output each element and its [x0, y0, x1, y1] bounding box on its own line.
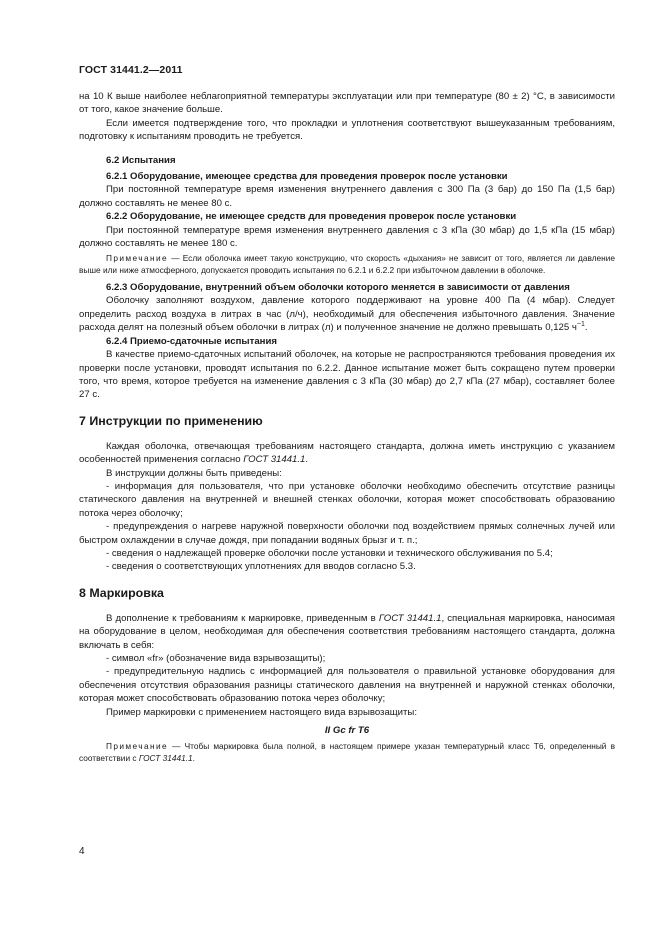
- subsection-6-2-3-title: 6.2.3 Оборудование, внутренний объем оболочки которого меняется в зависимости от давления: [106, 282, 570, 294]
- text-run: В дополнение к требованиям к маркировке, приведенным в: [106, 612, 379, 624]
- note-breathing: [79, 253, 615, 277]
- section-7-paragraph-2: В инструкции должны быть приведены:: [106, 467, 282, 479]
- paragraph-continuation: на 10 К выше наиболее неблагоприятной температуры эксплуатации или при температуре (80 ± 2) °С, в зависимости от того, какое значение больше.: [79, 91, 615, 116]
- standard-reference: ГОСТ 31441.1: [243, 454, 306, 466]
- note-label: Примечание: [106, 253, 169, 264]
- list-item: - сведения о соответствующих уплотнениях для вводов согласно 5.3.: [106, 561, 416, 573]
- section-8-paragraph-1: [79, 612, 615, 652]
- text-run: .: [584, 322, 588, 334]
- superscript: −1: [576, 321, 585, 329]
- page-number: 4: [79, 846, 85, 857]
- note-label: Примечание: [106, 741, 169, 752]
- subsection-6-2-2-text: При постоянной температуре время изменения внутреннего давления с 3 кПа (30 мбар) до 1,5 кПа (15 мбар) должно составлять не менее 180 с.: [79, 224, 615, 250]
- text-run: .: [305, 454, 309, 466]
- note-text: — Если оболочка имеет такую конструкцию, что скорость «дыхания» не зависит от того, является ли давление выше или ниже атмосферного, допускается проводить испытания по 6.2.1 и 6.2.2 при избыточном давлении в оболочке.: [79, 253, 615, 276]
- text-run: .: [192, 753, 195, 764]
- section-8-title: 8 Маркировка: [79, 585, 164, 600]
- list-item: - предупреждения о нагреве наружной поверхности оболочки под воздействием прямых солнечных лучей или быстром охлаждении в случае дождя, при попадании водяных брызг и т. п.;: [79, 521, 615, 546]
- marking-example: II Gc fr T6: [324, 725, 370, 737]
- note-marking: [79, 741, 615, 765]
- subsection-6-2-1-title: 6.2.1 Оборудование, имеющее средства для проведения проверок после установки: [106, 171, 508, 183]
- subsection-6-2-3-text: [79, 294, 615, 334]
- list-item: - информация для пользователя, что при установке оболочки необходимо обеспечить отсутствие разницы статического давления на внутренней и внешней стенках оболочки, которая может способствовать образованию потока через оболочку;: [79, 480, 615, 519]
- list-item: - сведения о надлежащей проверке оболочки после установки и технического обслуживания по 5.4;: [106, 547, 553, 559]
- section-8-paragraph-2: Пример маркировки с применением настоящего вида взрывозащиты:: [106, 706, 417, 718]
- text-run: , специальная маркировка, наносимая на оборудование в целом, необходимая для обеспечения соответствия требованиям настоящего стандарта, должна включать в себя:: [79, 612, 615, 651]
- subsection-6-2-4-text: В качестве приемо-сдаточных испытаний оболочек, на которые не распространяются требования проведения их проверки после установки, проводят испытания по 6.2.2. Данное испытание может быть сокращено путем проверки того, что время, которое требуется на изменение давления с 3 кПа (30 мбар) до 2,7 кПа (27 мбар), составляет более 27 с.: [79, 349, 615, 401]
- text-run: Оболочку заполняют воздухом, давление которого поддерживают на уровне 400 Па (4 мбар). Следует определить расход воздуха в литрах в час (л/ч), необходимый для обеспечения избыточного давления. Значение расхода делят на полезный объем оболочки в литрах (л) и полученное значение не должно превышать 0,125 ч: [79, 295, 615, 334]
- subsection-6-2-title: 6.2 Испытания: [106, 154, 176, 166]
- list-item: - символ «fr» (обозначение вида взрывозащиты);: [106, 653, 326, 664]
- paragraph-gaskets: Если имеется подтверждение того, что прокладки и уплотнения соответствуют вышеуказанным требованиям, подготовку к испытаниям проводить не требуется.: [79, 117, 615, 143]
- standard-reference: ГОСТ 31441.1: [378, 612, 442, 624]
- subsection-6-2-4-title: 6.2.4 Приемо-сдаточные испытания: [106, 335, 277, 347]
- list-item: - предупредительную надпись с информацией для пользователя о правильной установке оборудования для обеспечения отсутствия образования разницы статического давления на внутренней и наружной стенках оболочки, которая может способствовать образованию потока через оболочку;: [79, 666, 615, 705]
- section-7-title: 7 Инструкции по применению: [79, 413, 263, 428]
- text-run: Каждая оболочка, отвечающая требованиям настоящего стандарта, должна иметь инструкцию с указанием особенностей применения согласно: [79, 440, 615, 466]
- section-7-paragraph-1: [79, 440, 615, 467]
- note-text: — Чтобы маркировка была полной, в настоящем примере указан температурный класс Т6, определенный в соответствии с: [79, 741, 615, 764]
- page-header: ГОСТ 31441.2—2011: [79, 64, 183, 76]
- standard-reference: ГОСТ 31441.1: [138, 753, 193, 764]
- subsection-6-2-2-title: 6.2.2 Оборудование, не имеющее средств для проведения проверок после установки: [106, 211, 517, 223]
- subsection-6-2-1-text: При постоянной температуре время изменения внутреннего давления с 300 Па (3 бар) до 150 Па (1,5 бар) должно составлять не менее 80 с.: [79, 184, 615, 209]
- document-body: [79, 90, 615, 769]
